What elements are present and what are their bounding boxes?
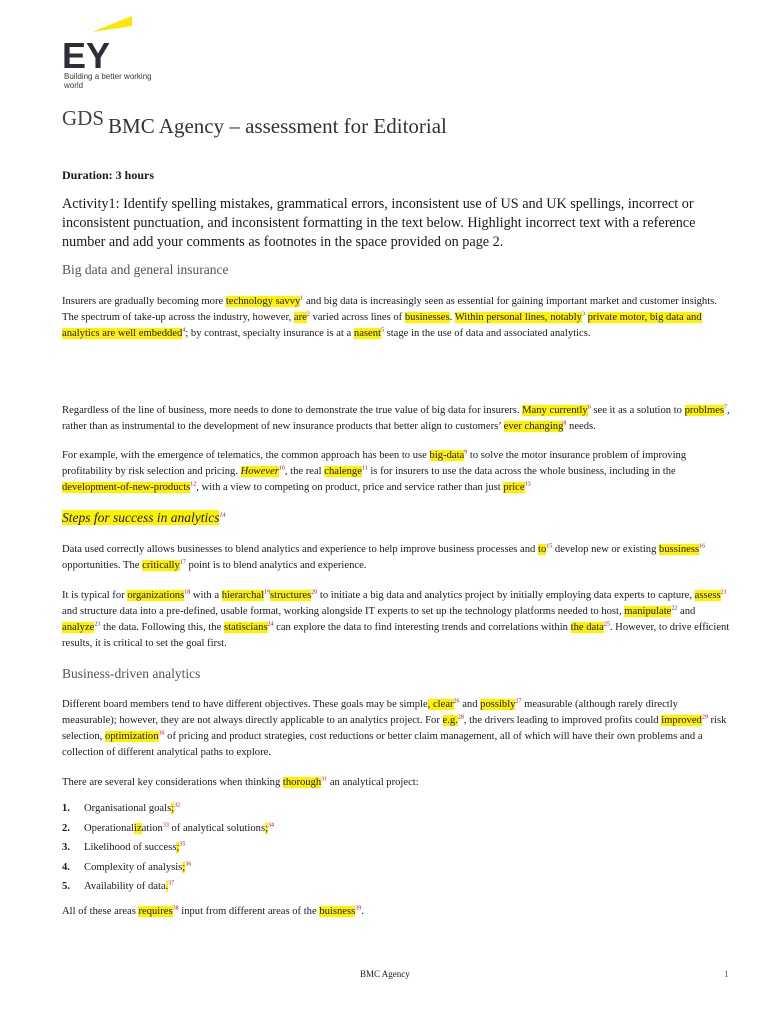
highlighted-text: ; <box>182 861 186 873</box>
footnote-ref: 36 <box>185 860 192 867</box>
footnote-ref: 37 <box>168 880 175 887</box>
text-run: needs. <box>566 421 596 432</box>
text-run: varied across lines of <box>309 312 405 323</box>
text-run: It is typical for <box>62 590 128 601</box>
footnote-ref: 18 <box>184 589 191 596</box>
paragraph-7 <box>62 775 730 791</box>
footnote-ref: 9 <box>464 449 468 456</box>
footer-title: BMC Agency <box>360 969 410 979</box>
highlighted-text: the data <box>570 622 604 633</box>
paragraph-6 <box>62 697 730 761</box>
text-run: develop new or existing <box>552 544 660 555</box>
ey-logo-mark-icon <box>62 14 132 72</box>
text-run: Likelihood of success <box>84 842 177 853</box>
highlighted-text: buisness <box>319 906 356 917</box>
footnote-ref: 10 <box>278 465 285 472</box>
text-run: see it as a solution to <box>590 405 685 416</box>
text-run: Insurers are gradually becoming more <box>62 296 226 307</box>
highlighted-text: possibly <box>480 699 516 710</box>
paragraph-2 <box>62 403 730 435</box>
text-run: Organisational goals <box>84 803 172 814</box>
footnote-ref: 24 <box>267 621 274 628</box>
footnote-ref: 30 <box>158 730 165 737</box>
footnote-ref: 17 <box>179 559 186 566</box>
footnote-ref: 22 <box>671 605 678 612</box>
footnote-ref: 7 <box>724 404 728 411</box>
footnote-ref: 28 <box>457 714 464 721</box>
highlighted-text: ; <box>176 842 180 853</box>
highlighted-text: price <box>503 482 525 493</box>
footnote-ref: 25 <box>603 621 610 628</box>
highlighted-text: private motor, big data and analytics are well embedded <box>62 312 702 339</box>
highlighted-text: manipulate <box>624 606 672 617</box>
paragraph-8 <box>62 904 730 920</box>
duration-label: Duration: 3 hours <box>62 168 155 182</box>
text-run: , the real <box>284 466 325 477</box>
considerations-list <box>62 803 274 901</box>
text-run: Different board members tend to have different objectives. These goals may be simple <box>62 699 428 710</box>
paragraph-5 <box>62 588 730 652</box>
text-run: ; by contrast, specialty insurance is at a <box>185 328 354 339</box>
text-run: to solve the motor insurance problem of improving profitability by risk selection and pricing. <box>62 450 687 477</box>
footnote-ref: 34 <box>268 821 275 828</box>
text-run: There are several key considerations when thinking <box>62 777 283 788</box>
footnote-ref: 35 <box>179 841 186 848</box>
page-number: 1 <box>724 969 729 979</box>
highlighted-text: requires <box>138 906 173 917</box>
footnote-ref: 13 <box>524 481 531 488</box>
text-run: 4. <box>62 861 70 873</box>
footnote-ref: 32 <box>174 802 181 809</box>
list-item <box>62 862 274 882</box>
footnote-ref: 1 <box>300 295 304 302</box>
highlighted-text: chalenge <box>324 466 362 477</box>
footnote-ref: 15 <box>546 543 553 550</box>
footnote-ref: 11 <box>361 465 368 472</box>
highlighted-text: problmes <box>684 405 725 416</box>
highlighted-text: , clear <box>427 699 454 710</box>
highlighted-text: However <box>240 466 279 477</box>
footnote-ref: 26 <box>453 698 460 705</box>
footnote-ref: 6 <box>587 404 591 411</box>
highlighted-text: ever changing <box>503 421 564 432</box>
text-run: , rather than as instrumental to the development of new insurance products that better align to customers’ <box>62 405 730 432</box>
section-heading-business: Business-driven analytics <box>62 666 201 681</box>
ey-logo <box>62 14 152 94</box>
highlighted-text: Within personal lines, notably <box>454 312 582 323</box>
highlighted-text: structures <box>270 590 312 601</box>
highlighted-text: critically <box>142 560 180 571</box>
text-run: and structure data into a pre-defined, usable format, working alongside IT experts to set up the technology platforms needed to host, <box>62 606 625 617</box>
text-run: . <box>361 906 364 917</box>
text-run: input from different areas of the <box>178 906 320 917</box>
highlighted-text: analyze <box>62 622 95 633</box>
highlighted-text: ; <box>171 803 175 814</box>
text-run: Operational <box>84 822 135 834</box>
highlighted-text: bussiness <box>659 544 700 555</box>
footnote-ref: 20 <box>311 589 318 596</box>
footnote-ref: 2 <box>306 311 310 318</box>
highlighted-text: nasent <box>353 328 381 339</box>
text-run: All of these areas <box>62 906 139 917</box>
footnote-ref: 16 <box>699 543 706 550</box>
footnote-ref: 19 <box>264 589 271 596</box>
text-run: and <box>677 606 696 617</box>
text-run: Complexity of analysis <box>84 861 183 873</box>
text-run: . However, to drive efficient results, it is critical to set the goal first. <box>62 622 730 649</box>
text-run: , the drivers leading to improved profits could <box>463 715 662 726</box>
text-run: 3. <box>62 842 70 853</box>
text-run: ation <box>141 822 163 834</box>
text-run: risk selection, <box>62 715 727 742</box>
text-run: 2. <box>62 822 70 834</box>
list-item <box>62 803 274 823</box>
footnote-ref: 29 <box>701 714 708 721</box>
highlighted-text: statiscians <box>223 622 268 633</box>
section-heading-steps <box>62 510 225 526</box>
text-run: For example, with the emergence of telematics, the common approach has been to use <box>62 450 430 461</box>
highlighted-text: assess <box>694 590 721 601</box>
highlighted-text: optimization <box>104 731 159 742</box>
highlighted-text: ; <box>265 822 269 834</box>
highlighted-text: to <box>538 544 547 555</box>
text-run: to initiate a big data and analytics project by initially employing data experts to capture, <box>317 590 695 601</box>
svg-text:EY: EY <box>62 35 111 72</box>
ey-tagline: Building a better working world <box>64 72 152 90</box>
highlighted-text: technology savvy <box>225 296 301 307</box>
text-run: Regardless of the line of business, more needs to done to demonstrate the true value of big data for insurers. <box>62 405 523 416</box>
highlighted-text: are <box>293 312 307 323</box>
text-run: an analytical project: <box>327 777 419 788</box>
paragraph-1 <box>62 294 730 342</box>
list-item <box>62 842 274 862</box>
highlighted-text: improved <box>661 715 702 726</box>
highlighted-text: iz <box>134 822 142 834</box>
footnote-ref: 38 <box>172 905 179 912</box>
footnote-ref: 5 <box>380 327 384 334</box>
text-run: is for insurers to use the data across the whole business, including in the <box>367 466 676 477</box>
footnote-ref: 4 <box>182 327 186 334</box>
activity-label: Activity1 <box>62 196 116 212</box>
text-run: , with a view to competing on product, price and service rather than just <box>196 482 504 493</box>
text-run: with a <box>190 590 222 601</box>
footnote-ref: 31 <box>321 776 328 783</box>
footnote-ref: 12 <box>190 481 197 488</box>
footnote-ref: 23 <box>94 621 101 628</box>
text-run: stage in the use of data and associated analytics. <box>383 328 591 339</box>
list-item <box>62 823 274 843</box>
text-run: 5. <box>62 881 70 892</box>
footnote-ref: 8 <box>563 420 567 427</box>
page-title <box>62 106 447 138</box>
text-run: point is to blend analytics and experience. <box>185 560 367 571</box>
highlighted-text: Steps for success in analytics <box>62 510 220 525</box>
highlighted-text: thorough <box>282 777 322 788</box>
footnote-ref: 14 <box>219 512 226 519</box>
highlighted-text: big-data <box>429 450 465 461</box>
text-run: can explore the data to find interesting trends and correlations within <box>273 622 571 633</box>
text-run: of pricing and product strategies, cost reductions or better claim management, all of which will have their own problems and a collection of different analytical paths to explore. <box>62 731 703 758</box>
list-item <box>62 881 274 901</box>
text-run: measurable (although rarely directly measurable); however, they are not always directly applicable to an analytics project. For <box>62 699 678 726</box>
footnote-ref: 33 <box>162 821 169 828</box>
text-run: the data. Following this, the <box>100 622 224 633</box>
text-run: 1. <box>62 803 70 814</box>
text-run: Data used correctly allows businesses to blend analytics and experience to help improve business processes and <box>62 544 538 555</box>
text-run: opportunities. The <box>62 560 143 571</box>
highlighted-text: businesses <box>404 312 450 323</box>
paragraph-3 <box>62 448 730 496</box>
footnote-ref: 27 <box>515 698 522 705</box>
activity-instructions <box>62 195 732 252</box>
text-run: Availability of data <box>84 881 166 892</box>
paragraph-4 <box>62 542 730 574</box>
highlighted-text: development-of-new-products <box>62 482 191 493</box>
text-run: and <box>459 699 481 710</box>
footnote-ref: 3 <box>581 311 585 318</box>
title-main: BMC Agency – assessment for Editorial <box>108 114 447 138</box>
highlighted-text: . <box>165 881 169 892</box>
highlighted-text: e.g. <box>442 715 458 726</box>
highlighted-text: hierarchal <box>221 590 265 601</box>
footnote-ref: 39 <box>355 905 362 912</box>
text-run: of analytical solutions <box>168 822 266 834</box>
text-run: and big data is increasingly seen as essential for gaining important market and customer insights. The spectrum of take-up across the industry, however, <box>62 296 717 323</box>
highlighted-text: organizations <box>127 590 185 601</box>
section-heading-big-data: Big data and general insurance <box>62 262 229 277</box>
title-prefix: GDS <box>62 106 105 130</box>
highlighted-text: Many currently <box>522 405 588 416</box>
footnote-ref: 21 <box>720 589 727 596</box>
text-run: . <box>449 312 455 323</box>
activity-text: : Identify spelling mistakes, grammatical errors, inconsistent use of US and UK spellings, incorrect or inconsistent punctuation, and inconsistent formatting in the text below. Highlight incorrect text with a reference number and add your comments as footnotes in the space provided on page 2. <box>62 196 696 250</box>
